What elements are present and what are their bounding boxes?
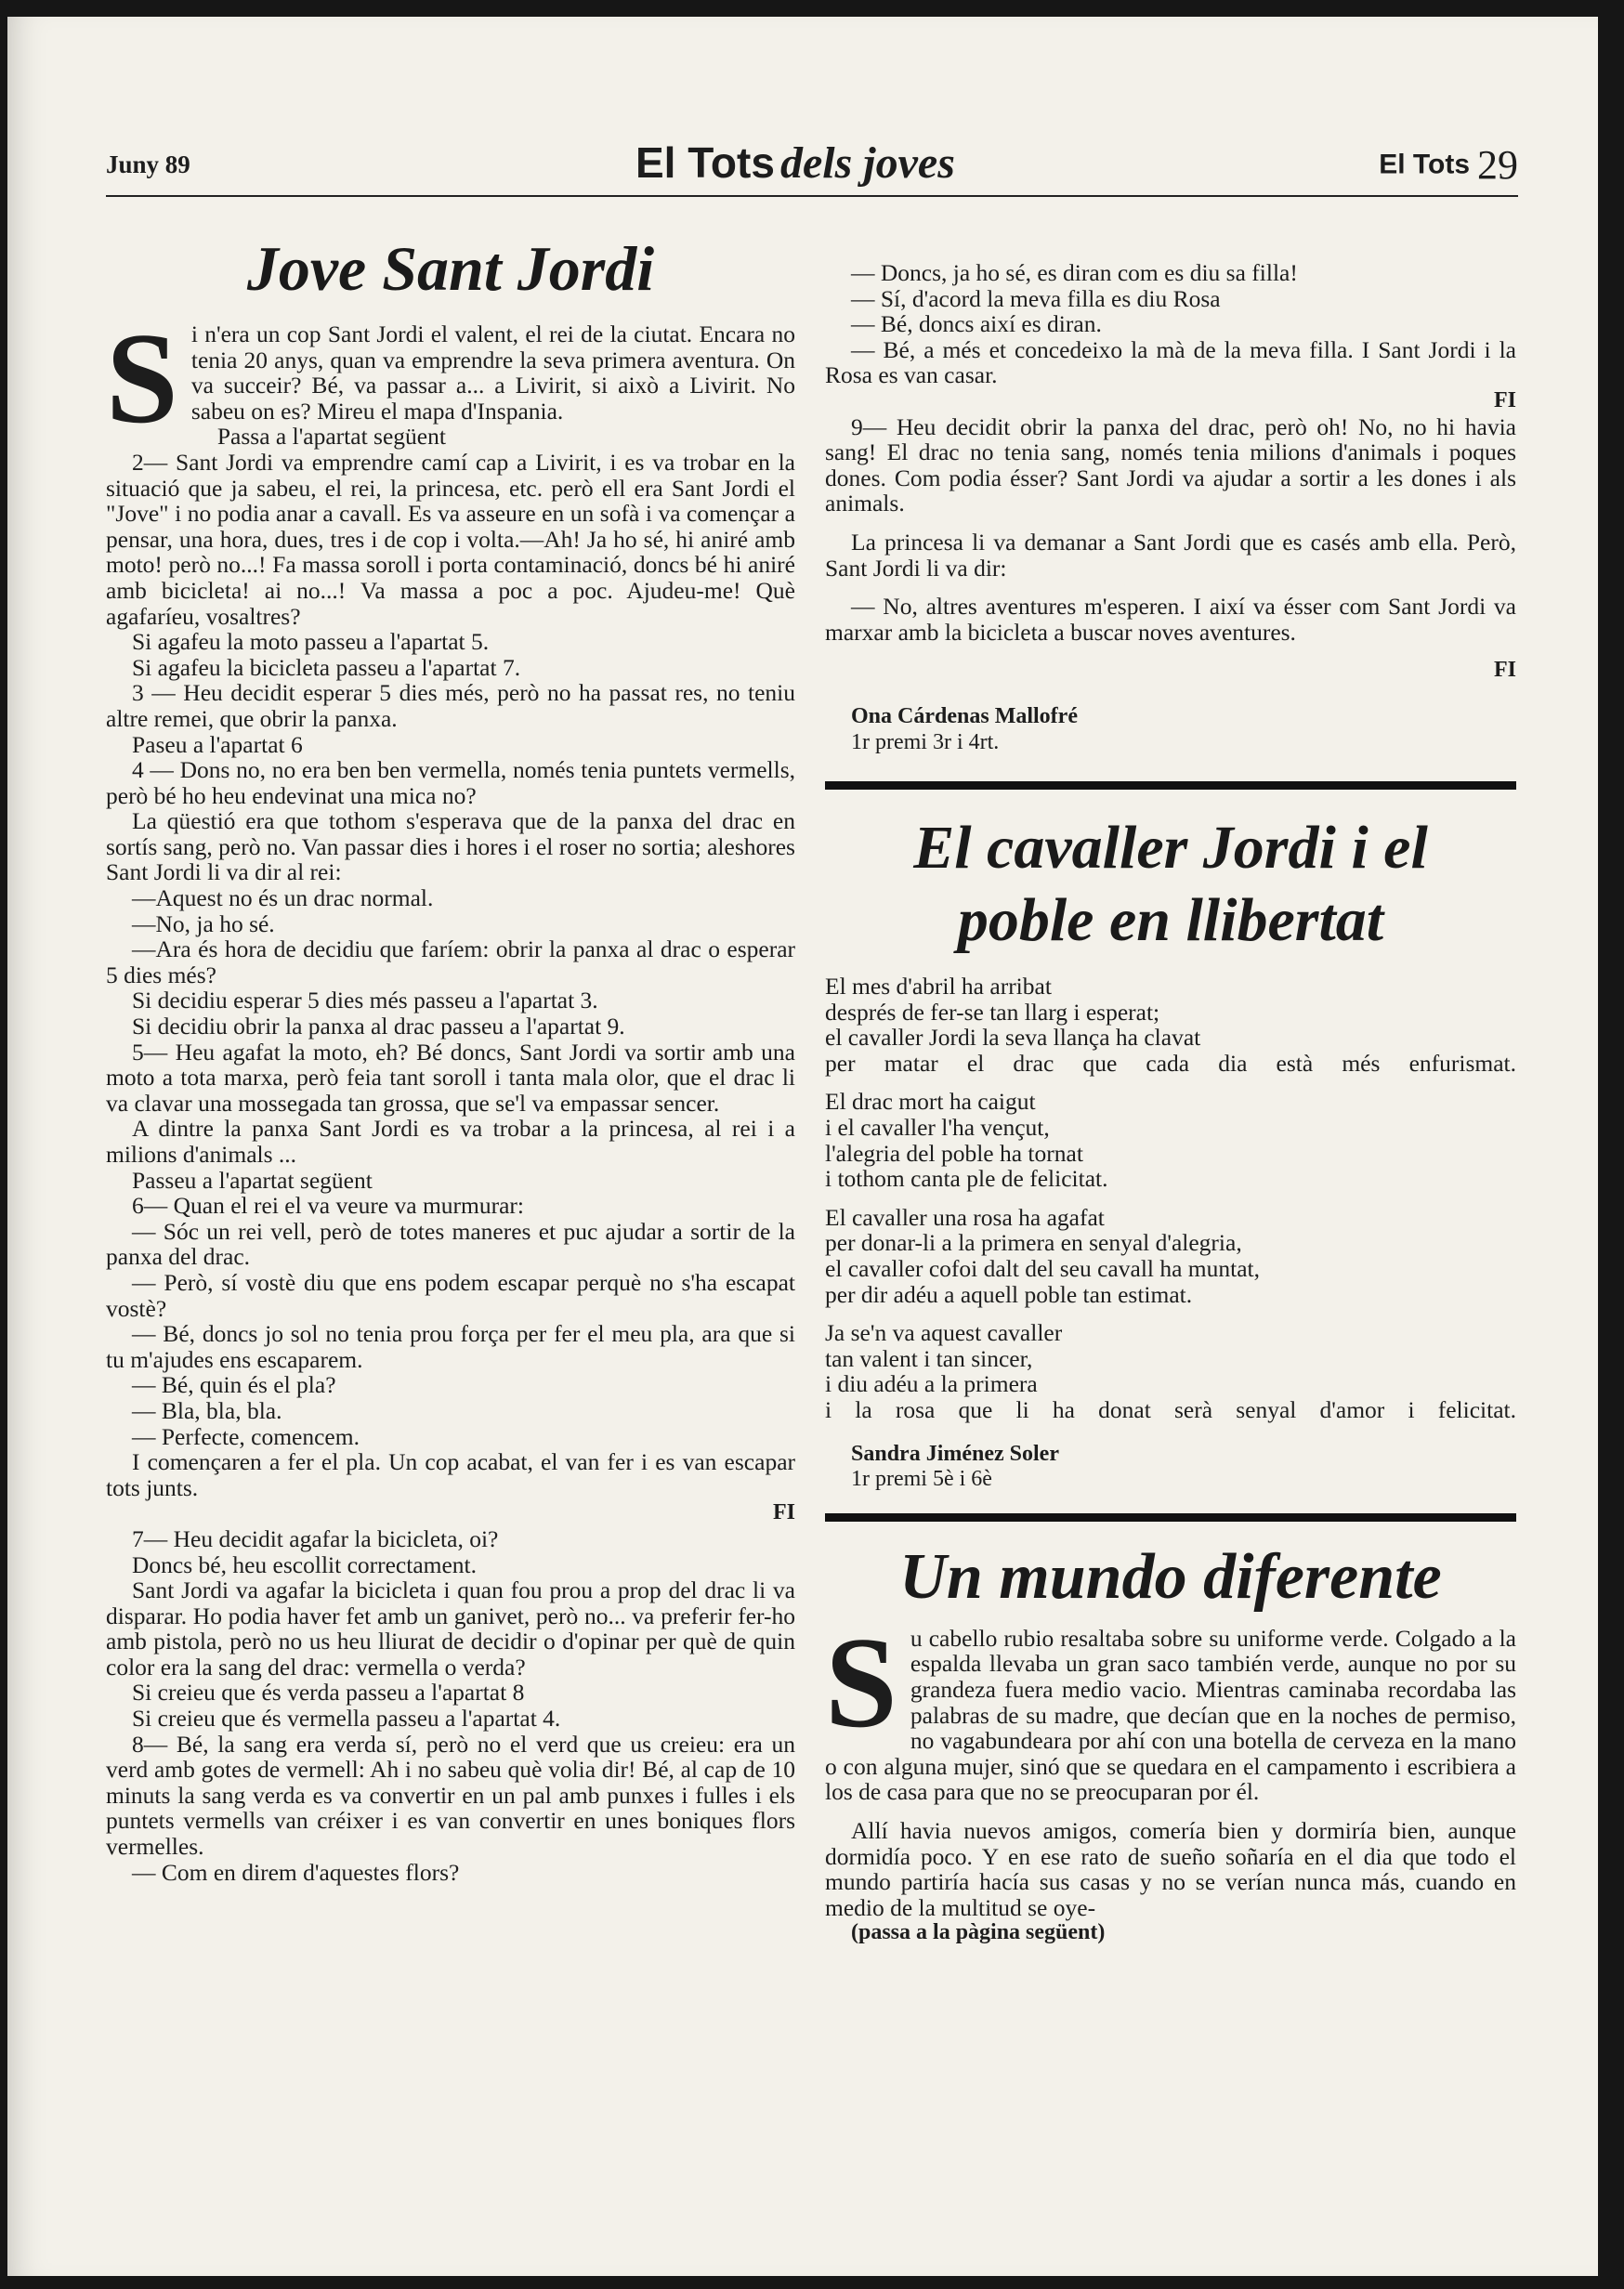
article-title-jove-sant-jordi: Jove Sant Jordi: [246, 233, 655, 304]
article-paragraph: 5— Heu agafat la moto, eh? Bé doncs, Sant Jordi va sortir amb una moto a tota marxa, però feia tant soroll i tanta mala olor, que el drac li va clavar una mossegada tan grossa, que se'l va empassar sencer.: [106, 1038, 795, 1117]
poem-line: tan valent i tan sincer,: [825, 1344, 1033, 1372]
article-paragraph: —No, ja ho sé.: [132, 909, 275, 937]
article-paragraph: Si creieu que és vermella passeu a l'apartat 4.: [132, 1705, 561, 1733]
issue-date: Juny 89: [106, 150, 190, 178]
article-paragraph: —Aquest no és un drac normal.: [132, 884, 434, 912]
magazine-title: [635, 137, 955, 189]
article-paragraph: — Bé, quin és el pla?: [132, 1371, 336, 1399]
article-paragraph: La qüestió era que tothom s'esperava que de la panxa del drac en sortís sang, però no. Van passar dies i hores i el roser no sortia; aleshores Sant Jordi li va dir al rei:: [106, 807, 795, 886]
poem-line: i el cavaller l'ha vençut,: [825, 1114, 1050, 1142]
author-name: Sandra Jiménez Soler: [851, 1441, 1059, 1466]
poem-line: el cavaller cofoi dalt del seu cavall ha muntat,: [825, 1255, 1261, 1283]
header-brand: El Tots: [1379, 149, 1470, 180]
poem-line: per matar el drac que cada dia està més enfurismat.: [825, 1049, 1516, 1077]
article-paragraph: Paseu a l'apartat 6: [132, 730, 303, 758]
article-paragraph: 2— Sant Jordi va emprendre camí cap a Livirit, i es va trobar en la situació que ja sabeu, el rei, la princesa, etc. però ell era Sant Jordi el "Jove" i no podia anar a cavall. Es va asseure en un sofà i va començar a pensar, una hora, dues, tres i de cop i volta.—Ah! Ja ho sé, hi aniré amb moto! però no...! Fa massa soroll i porta contaminació, doncs bé hi aniré amb bicicleta! ai no...! Va massa a poc a poc. Ajudeu-me! Què agafaríeu, vosaltres?: [106, 448, 795, 630]
article-paragraph: Si decidiu obrir la panxa al drac passeu a l'apartat 9.: [132, 1013, 625, 1040]
article-paragraph: Su cabello rubio resaltaba sobre su uniforme verde. Colgado a la espalda llevaba un gran saco también verde, aunque no por su grandeza fuera medio vacio. Mientras caminaba recordaba las palabras de su madre, que decían que en la noches de permiso, no vagabundeara por ahí con una botella de cerveza en la mano o con alguna mujer, sinó que se quedara en el campamento i escribiera a los de casa para que no se preocuparan por él.: [825, 1610, 1516, 1806]
article-paragraph: — Bé, a més et concedeixo la mà de la meva filla. I Sant Jordi i la Rosa es van casar.: [825, 335, 1516, 389]
poem: [825, 974, 1516, 1423]
article-paragraph: — Bla, bla, bla.: [132, 1396, 282, 1424]
poem-line: i tothom canta ple de felicitat.: [825, 1165, 1108, 1193]
poem-line: El cavaller una rosa ha agafat: [825, 1203, 1105, 1231]
article-paragraph: Si n'era un cop Sant Jordi el valent, el rei de la ciutat. Encara no tenia 20 anys, quan va emprendre la seva primera aventura. On va succeir? Bé, va passar a... a Livirit, si això a Livirit. No sabeu on es? Mireu el mapa d'Inspania.: [106, 307, 795, 451]
article-paragraph: Passeu a l'apartat següent: [132, 1166, 373, 1194]
article-paragraph: 7— Heu decidit agafar la bicicleta, oi?: [132, 1524, 499, 1552]
article-paragraph: — Bé, doncs així es diran.: [851, 310, 1102, 338]
poem-line: per dir adéu a aquell poble tan estimat.: [825, 1280, 1193, 1308]
drop-cap: S: [825, 1610, 897, 1755]
poem-stanza: [825, 1205, 1516, 1307]
article-paragraph: Sant Jordi va agafar la bicicleta i quan fou prou a prop del drac li va disparar. Ho podia haver fet amb un ganivet, però no... va preferir fer-ho amb pistola, però no us heu lliurat de decidir o d'opinar per què de quin color era la sang del drac: vermella o verda?: [106, 1576, 795, 1681]
article-paragraph: — Bé, doncs jo sol no tenia prou força per fer el meu pla, ara que si tu m'ajudes ens escaparem.: [106, 1320, 795, 1373]
section-divider: [825, 1513, 1516, 1522]
poem-line: després de fer-se tan llarg i esperat;: [825, 998, 1160, 1026]
article-paragraph: La princesa li va demanar a Sant Jordi que es casés amb ella. Però, Sant Jordi li va dir:: [825, 528, 1516, 582]
poem-line: el cavaller Jordi la seva llança ha clavat: [825, 1024, 1201, 1052]
poem-line: Ja se'n va aquest cavaller: [825, 1319, 1063, 1347]
article-paragraph: 8— Bé, la sang era verda sí, però no el verd que us creieu: era un verd amb gotes de vermell: Ah i no sabeu què volia dir! Bé, al cap de 10 minuts la sang verda es va convertir en un pal amb punxes i fulles i els puntets vermells van créixer i es van convertir en unes boniques flors vermelles.: [106, 1730, 795, 1861]
poem-line: El mes d'abril ha arribat: [825, 973, 1052, 1001]
article-paragraph: Si agafeu la bicicleta passeu a l'apartat 7.: [132, 653, 521, 681]
poem-line: i diu adéu a la primera: [825, 1370, 1038, 1398]
drop-cap: S: [106, 307, 178, 451]
magazine-title-main: El Tots: [635, 138, 775, 187]
article-paragraph: 6— Quan el rei el va veure va murmurar:: [132, 1192, 524, 1220]
article-paragraph: —Ara és hora de decidiu que faríem: obrir la panxa al drac o esperar 5 dies més?: [106, 935, 795, 988]
fi-marker: FI: [1494, 658, 1516, 683]
poem-stanza: [825, 1320, 1516, 1422]
article-paragraph: — Perfecte, comencem.: [132, 1422, 360, 1450]
article-paragraph: — Com en direm d'aquestes flors?: [132, 1858, 460, 1886]
article-paragraph: Si decidiu esperar 5 dies més passeu a l'apartat 3.: [132, 987, 598, 1014]
page-number: 29: [1477, 142, 1518, 188]
article-paragraph: Passa a l'apartat següent: [216, 423, 446, 451]
article-paragraph: 3 — Heu decidit esperar 5 dies més, però no ha passat res, no teniu altre remei, que obrir la panxa.: [106, 679, 795, 732]
article-paragraph: — Doncs, ja ho sé, es diran com es diu sa filla!: [851, 259, 1298, 286]
magazine-page: [7, 17, 1598, 2276]
article-paragraph: I començaren a fer el pla. Un cop acabat, el van fer i es van escapar tots junts.: [106, 1448, 795, 1501]
poem-line: El drac mort ha caigut: [825, 1088, 1036, 1116]
article-paragraph: Si agafeu la moto passeu a l'apartat 5.: [132, 628, 490, 656]
article-paragraph: 4 — Dons no, no era ben ben vermella, només tenia puntets vermells, però bé ho heu endevinat una mica no?: [106, 756, 795, 809]
author-name: Ona Cárdenas Mallofré: [851, 703, 1078, 728]
poem-line: i la rosa que li ha donat serà senyal d'amor i felicitat.: [825, 1396, 1516, 1423]
poem-stanza: [825, 974, 1516, 1076]
poem-line: l'alegria del poble ha tornat: [825, 1139, 1083, 1167]
poem-line: per donar-li a la primera en senyal d'alegria,: [825, 1229, 1242, 1257]
article-paragraph: 9— Heu decidit obrir la panxa del drac, però oh! No, no hi havia sang! El drac no tenia sang, només tenia milions d'animals i poques dones. Com podia ésser? Sant Jordi va ajudar a sortir a les dones i als animals.: [825, 412, 1516, 517]
article-paragraph: Si creieu que és verda passeu a l'apartat 8: [132, 1679, 525, 1707]
continued-note: (passa a la pàgina següent): [851, 1920, 1106, 1945]
page-header: [106, 130, 1518, 197]
article-paragraph: — Sí, d'acord la meva filla es diu Rosa: [851, 284, 1221, 312]
header-right: [1379, 141, 1518, 189]
article-paragraph: A dintre la panxa Sant Jordi es va trobar a la princesa, al rei i a milions d'animals ...: [106, 1115, 795, 1168]
article-paragraph: — No, altres aventures m'esperen. I així va ésser com Sant Jordi va marxar amb la bicicleta a buscar noves aventures.: [825, 593, 1516, 646]
left-column: [106, 233, 795, 1886]
article-title-un-mundo-diferente: Un mundo diferente: [899, 1540, 1442, 1613]
article-paragraph: — Sóc un rei vell, però de totes maneres et puc ajudar a sortir de la panxa del drac.: [106, 1217, 795, 1271]
magazine-title-script: dels joves: [779, 138, 955, 188]
article-title-el-cavaller-jordi: El cavaller Jordi i el poble en llibertat: [913, 814, 1428, 955]
article-paragraph: — Però, sí vostè diu que ens podem escapar perquè no s'ha escapat vostè?: [106, 1268, 795, 1322]
prize-label: 1r premi 3r i 4rt.: [851, 729, 1000, 754]
fi-marker: FI: [773, 1500, 795, 1525]
right-column: [825, 260, 1516, 1946]
fi-marker: FI: [1494, 387, 1516, 412]
section-divider: [825, 781, 1516, 790]
prize-label: 1r premi 5è i 6è: [851, 1467, 992, 1492]
article-paragraph: Doncs bé, heu escollit correctament.: [132, 1550, 478, 1578]
article-paragraph: Allí havia nuevos amigos, comería bien y dormiría bien, aunque dormidía poco. Y en ese rato de sueño soñaría en el dia que todo el mundo partiría hacía sus casas y no se verían nunca más, cuando en medio de la multitud se oye-: [825, 1816, 1516, 1921]
poem-stanza: [825, 1089, 1516, 1191]
